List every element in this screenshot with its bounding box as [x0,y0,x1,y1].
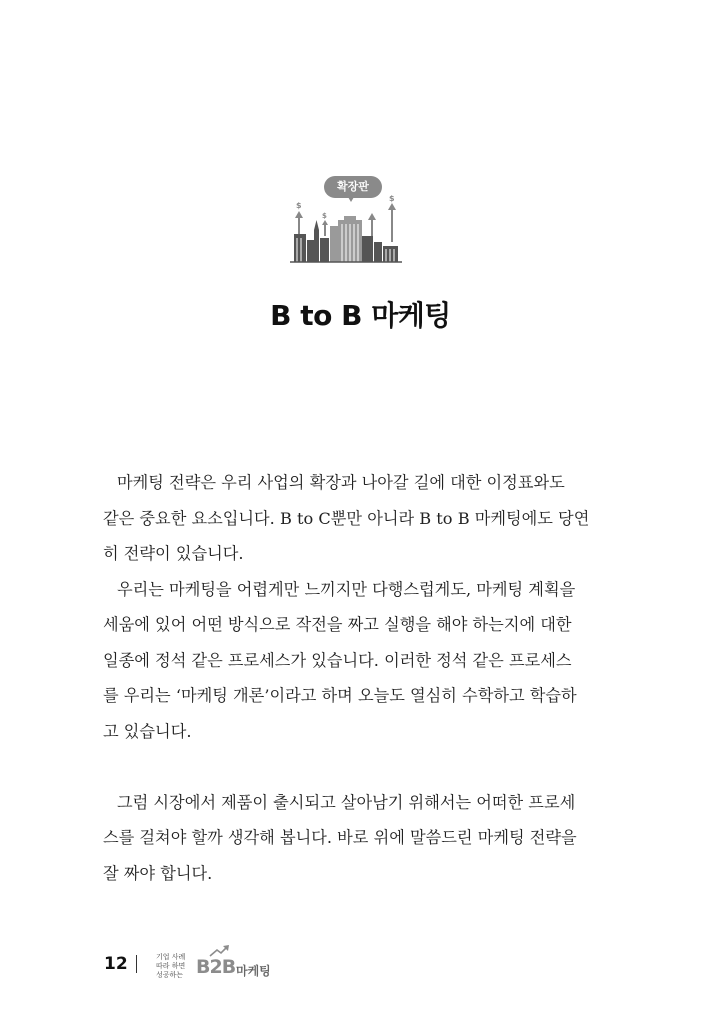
text-line: 마케팅 전략은 우리 사업의 확장과 나아갈 길에 대한 이정표와도 [117,473,565,492]
trend-arrow-icon [208,944,230,958]
text-line: 그럼 시장에서 제품이 출시되고 살아남기 위해서는 어떠한 프로세 [117,792,576,812]
text-line: 고 있습니다. [103,721,192,741]
paragraph-1 [103,465,598,572]
paragraph-2 [103,572,598,750]
svg-text:$: $ [296,201,302,210]
text-line: 같은 중요한 요소입니다. B to C뿐만 아니라 B to B 마케팅에도 당연 [103,508,590,528]
chapter-emblem [286,176,408,266]
svg-text:$: $ [389,194,395,203]
logo-marketing: 마케팅 [236,964,271,978]
text-line: 세움에 있어 어떤 방식으로 작전을 짜고 실행을 해야 하는지에 대한 [103,615,572,634]
chapter-title: B to B 마케팅 [270,298,451,332]
logo-line-2: 따라 하면 [156,962,186,970]
paragraph-gap [103,749,598,785]
book-logo [156,944,336,984]
logo-b2b: B2B [196,956,236,978]
page-number: 12 [104,954,128,974]
text-line: 일종에 정석 같은 프로세스가 있습니다. 이러한 정석 같은 프로세스 [103,650,572,670]
body-text [103,465,598,891]
logo-line-1: 기업 사례 [156,953,186,961]
page-footer [104,944,324,984]
text-line: 스를 걸쳐야 할까 생각해 봅니다. 바로 위에 말씀드린 마케팅 전략을 [103,828,577,847]
logo-line-3: 성공하는 [156,971,184,979]
text-line: 히 전략이 있습니다. [103,544,244,563]
edition-badge: 확장판 [324,176,382,198]
footer-divider [136,955,137,973]
text-line: 잘 짜야 합니다. [103,863,213,883]
svg-text:$: $ [322,212,327,220]
paragraph-3 [103,785,598,892]
text-line: 우리는 마케팅을 어렵게만 느끼지만 다행스럽게도, 마케팅 계획을 [117,579,576,599]
text-line: 를 우리는 ‘마케팅 개론’이라고 하며 오늘도 열심히 수학하고 학습하 [103,686,577,705]
